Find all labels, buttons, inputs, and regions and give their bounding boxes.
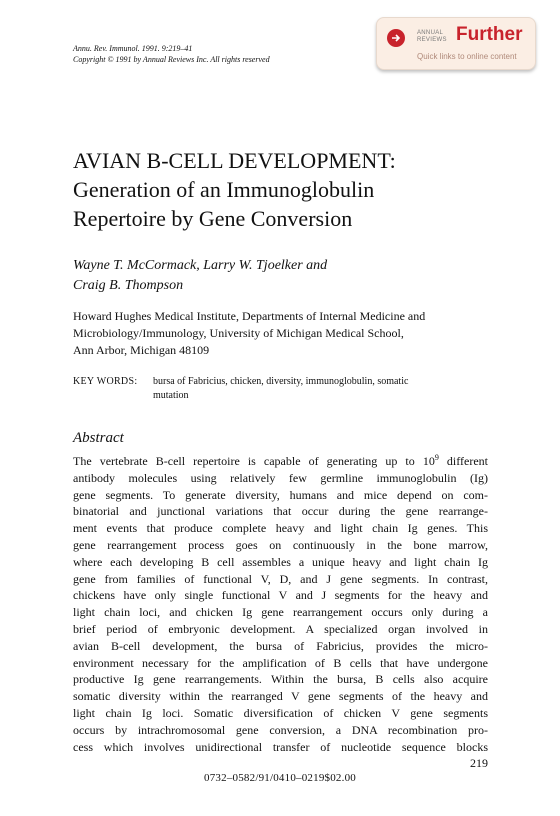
abstract-line: gene from families of functional V, D, and J gene segments. In contrast,: [73, 571, 488, 586]
abstract-line: productive Ig gene rearrangements. Within the bursa, B cells also acquire: [73, 672, 488, 687]
affiliation-line: Howard Hughes Medical Institute, Departments of Internal Medicine and: [73, 309, 426, 323]
abstract-heading: Abstract: [73, 430, 124, 446]
copyright-line: Copyright © 1991 by Annual Reviews Inc. All rights reserved: [73, 55, 270, 64]
affiliation-line: Ann Arbor, Michigan 48109: [73, 343, 210, 357]
keywords-text: [153, 375, 513, 403]
further-annual-reviews: ANNUAL REVIEWS: [417, 30, 447, 43]
title-line: Generation of an Immunoglobulin: [73, 177, 375, 202]
abstract-line: The vertebrate B-cell repertoire is capable of generating up to $10^9$ different: [73, 453, 488, 468]
abstract-line: binatorial and junctional variations that occur during the gene rearrange-: [73, 504, 488, 519]
abstract-line: somatic diversity within the rearranged V gene segments of the heavy and: [73, 689, 488, 704]
abstract-line: ment events that produce complete heavy and light chain Ig genes. This: [73, 521, 488, 536]
keywords-line: bursa of Fabricius, chicken, diversity, immunoglobulin, somatic: [153, 376, 409, 387]
page-number: 219: [470, 756, 488, 770]
affiliation: [73, 308, 425, 359]
paper-title: [73, 146, 513, 233]
title-line: AVIAN B-CELL DEVELOPMENT:: [73, 148, 396, 173]
abstract-line: light chain loci, and chicken Ig gene rearrangement occurs only during a: [73, 605, 488, 620]
keywords-label: KEY WORDS:: [73, 376, 138, 387]
abstract-line: gene rearrangement process goes on continuously in the bone marrow,: [73, 537, 488, 552]
abstract-line: brief period of embryonic development. A specialized organ involved in: [73, 621, 488, 636]
further-word: Further: [456, 24, 523, 45]
author-line: Wayne T. McCormack, Larry W. Tjoelker and: [73, 258, 328, 273]
journal-header: [73, 43, 270, 65]
further-badge[interactable]: [376, 17, 536, 70]
abstract-line: avian B-cell development, the bursa of Fabricius, provides the micro-: [73, 638, 488, 653]
abstract-line: gene segments. To generate diversity, humans and mice depend on com-: [73, 487, 488, 502]
abstract-body: [73, 450, 488, 755]
abstract-line: occurs by intrachromosomal gene conversion, a DNA recombination pro-: [73, 722, 488, 737]
keywords-line: mutation: [153, 390, 189, 401]
further-logo-icon: [387, 29, 405, 47]
abstract-line: chickens have only single functional V and J segments for the heavy and: [73, 588, 488, 603]
affiliation-line: Microbiology/Immunology, University of Michigan Medical School,: [73, 326, 404, 340]
abstract-line: cess which involves unidirectional transfer of nucleotide sequence blocks: [73, 739, 488, 754]
further-tagline[interactable]: Quick links to online content: [417, 52, 517, 61]
abstract-line: environment necessary for the amplification of B cells that have undergone: [73, 655, 488, 670]
title-line: Repertoire by Gene Conversion: [73, 206, 353, 231]
citation-line: Annu. Rev. Immunol. 1991. 9:219–41: [73, 44, 193, 53]
article-code: 0732–0582/91/0410–0219$02.00: [204, 772, 356, 784]
author-line: Craig B. Thompson: [73, 278, 184, 293]
abstract-line: where each developing B cell assembles a unique heavy and light chain Ig: [73, 554, 488, 569]
abstract-line: antibody molecules using relatively few germline immunoglobulin (Ig): [73, 470, 488, 485]
author-list: [73, 256, 327, 296]
abstract-line: light chain Ig loci. Somatic diversification of chicken V gene segments: [73, 705, 488, 720]
